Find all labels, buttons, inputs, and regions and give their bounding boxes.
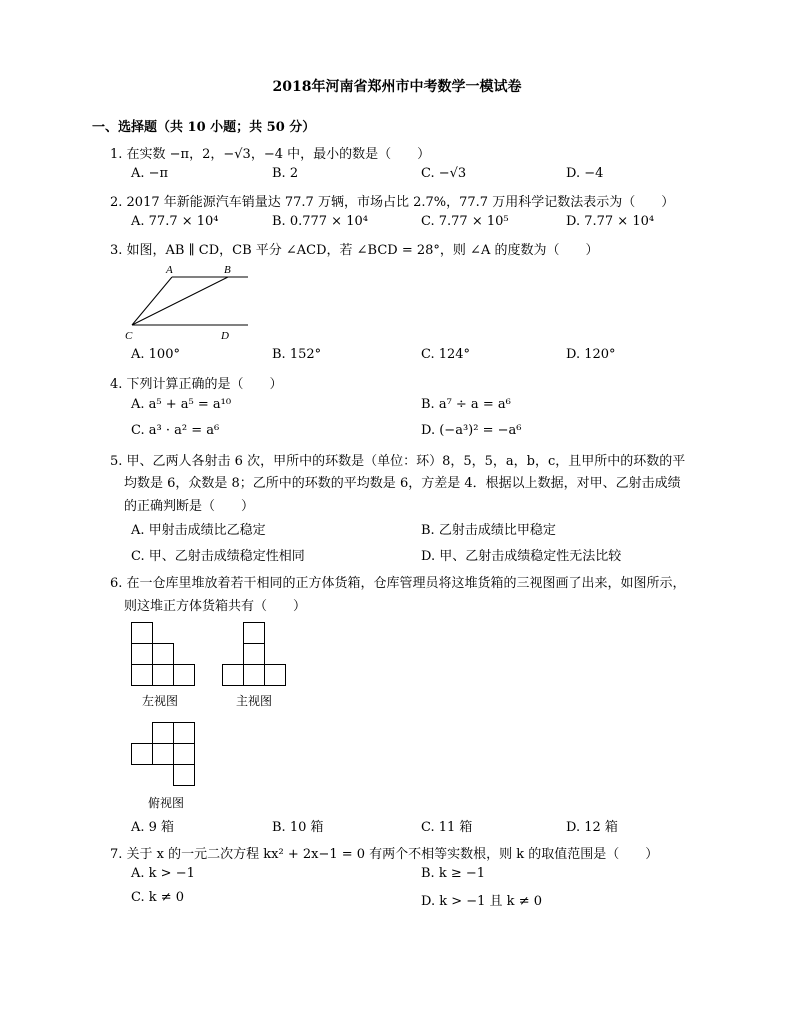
question-3-stem: 3. 如图，AB ∥ CD，CB 平分 ∠ACD，若 ∠BCD = 28°，则 ∠A 的度数为（ ） [110, 243, 599, 258]
question-5-line-3: 的正确判断是（ ） [124, 499, 255, 514]
q4-option-a: A. a⁵ + a⁵ = a¹⁰ [131, 397, 232, 412]
q3-label-a: A [166, 264, 173, 276]
q7-option-a: A. k > −1 [131, 866, 195, 881]
q7-option-c: C. k ≠ 0 [131, 890, 185, 905]
q5-option-b: B. 乙射击成绩比甲稳定 [421, 523, 556, 538]
question-6-line-1: 6. 在一仓库里堆放着若干相同的正方体货箱，仓库管理员将这堆货箱的三视图画了出来，如图所示， [110, 576, 686, 591]
q3-option-a: A. 100° [131, 347, 180, 362]
q6-option-c: C. 11 箱 [421, 820, 473, 835]
q3-label-c: C [125, 330, 133, 342]
question-1-stem: 1. 在实数 −π，2，−√3，−4 中，最小的数是（ ） [110, 147, 431, 162]
q2-option-c: C. 7.77 × 10⁵ [421, 214, 509, 229]
q3-option-b: B. 152° [272, 347, 322, 362]
top-view-figure [131, 722, 197, 788]
question-7-stem: 7. 关于 x 的一元二次方程 kx² + 2x−1 = 0 有两个不相等实数根，则 k 的取值范围是（ ） [110, 847, 659, 862]
q5-option-d: D. 甲、乙射击成绩稳定性无法比较 [421, 549, 622, 564]
q7-option-b: B. k ≥ −1 [421, 866, 486, 881]
top-view-caption: 俯视图 [148, 796, 185, 810]
q6-option-a: A. 9 箱 [131, 820, 175, 835]
left-view-figure [131, 622, 197, 688]
q4-option-d: D. (−a³)² = −a⁶ [421, 423, 522, 438]
q1-option-a: A. −π [131, 166, 169, 181]
q3-figure [120, 260, 260, 344]
q5-option-c: C. 甲、乙射击成绩稳定性相同 [131, 549, 305, 564]
question-6-line-2: 则这堆正方体货箱共有（ ） [124, 599, 307, 614]
q5-option-a: A. 甲射击成绩比乙稳定 [131, 523, 266, 538]
q6-option-d: D. 12 箱 [566, 820, 618, 835]
front-view-caption: 主视图 [236, 694, 273, 708]
q2-option-d: D. 7.77 × 10⁴ [566, 214, 655, 229]
left-view-caption: 左视图 [142, 694, 179, 708]
q4-option-c: C. a³ · a² = a⁶ [131, 423, 220, 438]
page-title: 2018年河南省郑州市中考数学一模试卷 [272, 79, 522, 95]
q1-option-d: D. −4 [566, 166, 604, 181]
q7-option-d: D. k > −1 且 k ≠ 0 [421, 894, 542, 909]
q3-option-d: D. 120° [566, 347, 616, 362]
section-heading: 一、选择题（共 10 小题；共 50 分） [92, 120, 316, 135]
q2-option-a: A. 77.7 × 10⁴ [131, 214, 219, 229]
question-5-line-2: 均数是 6，众数是 8；乙所中的环数的平均数是 6，方差是 4．根据以上数据，对甲、乙射击成绩 [124, 476, 681, 491]
front-view-figure [222, 622, 288, 688]
q3-option-c: C. 124° [421, 347, 471, 362]
q3-label-d: D [221, 330, 229, 342]
question-4-stem: 4. 下列计算正确的是（ ） [110, 377, 283, 392]
question-5-line-1: 5. 甲、乙两人各射击 6 次，甲所中的环数是（单位：环）8，5，5，a，b，c，且甲所中的环数的平 [110, 454, 686, 469]
q1-option-b: B. 2 [272, 166, 299, 181]
q2-option-b: B. 0.777 × 10⁴ [272, 214, 368, 229]
q3-label-b: B [224, 264, 231, 276]
q6-option-b: B. 10 箱 [272, 820, 324, 835]
q4-option-b: B. a⁷ ÷ a = a⁶ [421, 397, 511, 412]
question-2-stem: 2. 2017 年新能源汽车销量达 77.7 万辆，市场占比 2.7%，77.7 万用科学记数法表示为（ ） [110, 195, 675, 210]
q1-option-c: C. −√3 [421, 166, 467, 181]
